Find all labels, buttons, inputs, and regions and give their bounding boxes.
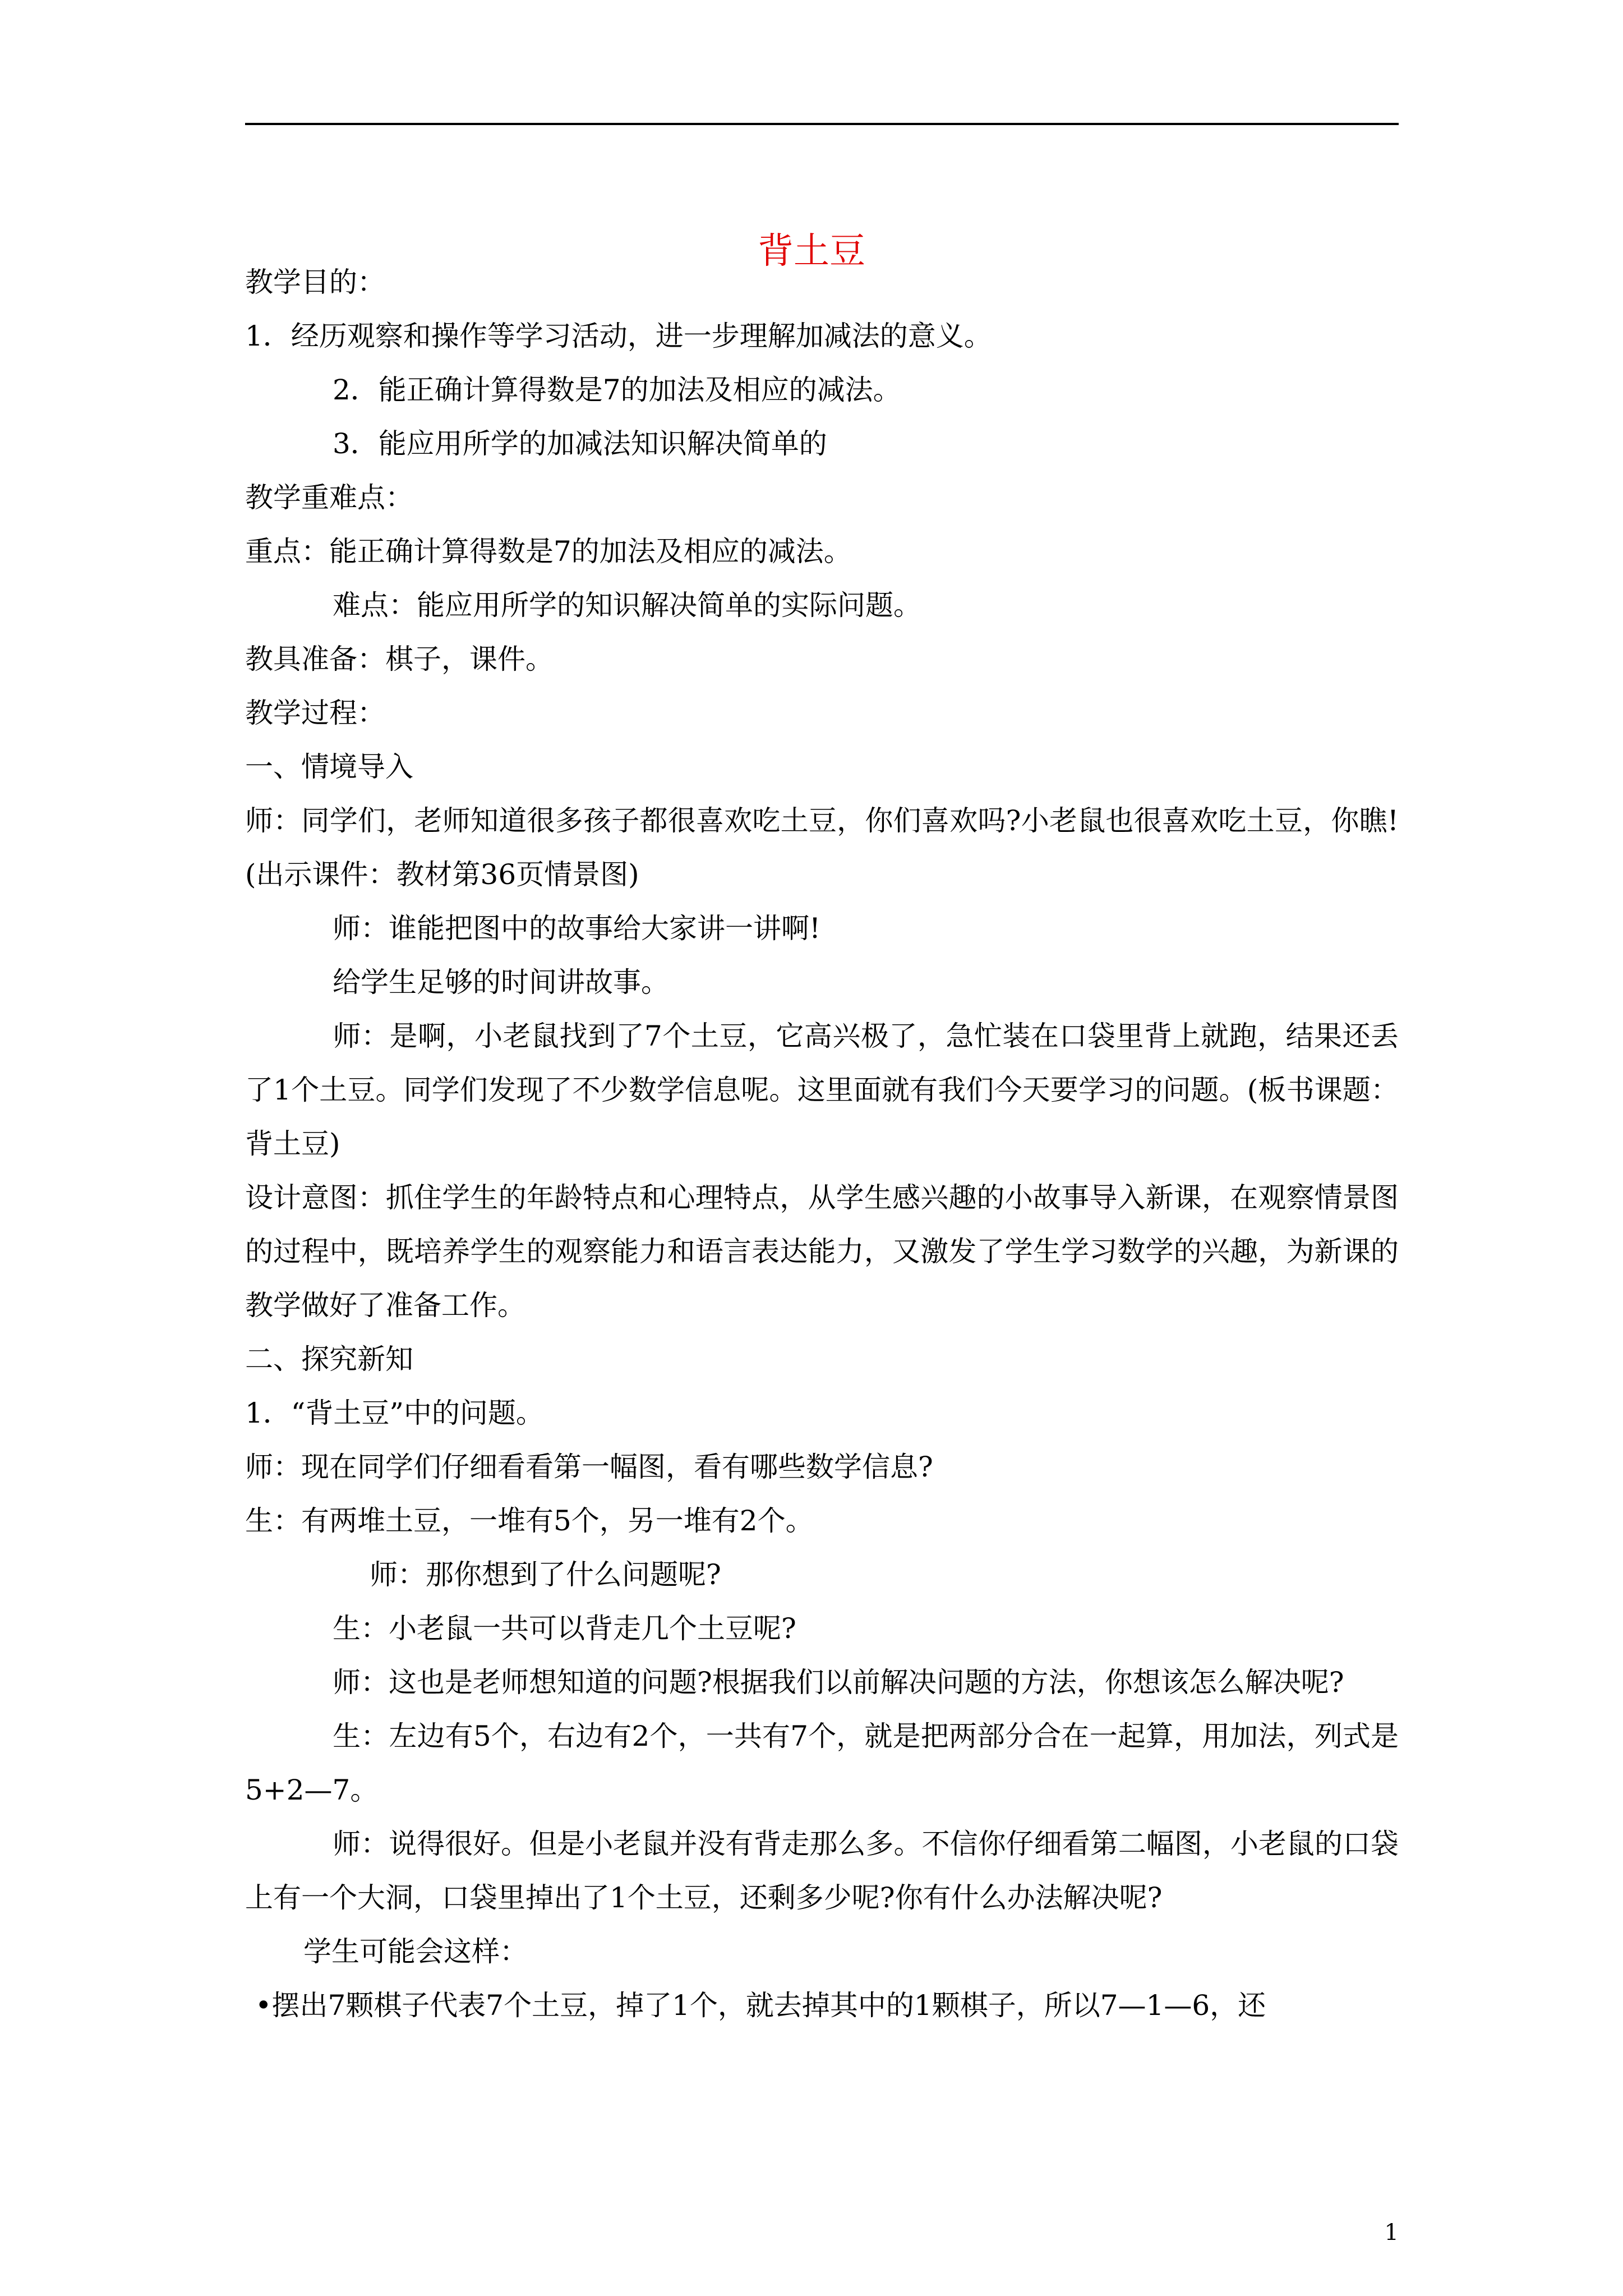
paragraph: 二、探究新知 bbox=[245, 1343, 413, 1375]
paragraph: 生：小老鼠一共可以背走几个土豆呢? bbox=[333, 1612, 796, 1645]
paragraph: 教学过程： bbox=[245, 697, 385, 729]
page-number: 1 bbox=[1384, 2220, 1399, 2246]
paragraph: 设计意图：抓住学生的年龄特点和心理特点，从学生感兴趣的小故事导入新课，在观察情景图的过程中，既培养学生的观察能力和语言表达能力，又激发了学生学习数学的兴趣，为新课的教学做好了准备工作。 bbox=[245, 1181, 1399, 1322]
paragraph: 学生可能会这样： bbox=[303, 1935, 528, 1968]
paragraph: 师：是啊，小老鼠找到了7个土豆，它高兴极了，急忙装在口袋里背上就跑，结果还丢了1个土豆。同学们发现了不少数学信息呢。这里面就有我们今天要学习的问题。(板书课题：背土豆) bbox=[245, 1020, 1399, 1160]
paragraph: 生：左边有5个，右边有2个，一共有7个，就是把两部分合在一起算，用加法，列式是5+2—7。 bbox=[245, 1720, 1399, 1806]
paragraph: 1．“背土豆”中的问题。 bbox=[245, 1397, 544, 1429]
paragraph: 3．能应用所学的加减法知识解决简单的 bbox=[333, 427, 827, 460]
header-rule bbox=[245, 123, 1399, 125]
paragraph: 师：这也是老师想知道的问题?根据我们以前解决问题的方法，你想该怎么解决呢? bbox=[333, 1666, 1344, 1699]
paragraph: 1．经历观察和操作等学习活动，进一步理解加减法的意义。 bbox=[245, 320, 992, 352]
paragraph: 难点：能应用所学的知识解决简单的实际问题。 bbox=[333, 589, 921, 622]
paragraph: 师：那你想到了什么问题呢? bbox=[370, 1558, 721, 1591]
paragraph: 教学目的： bbox=[245, 266, 385, 298]
paragraph: 师：现在同学们仔细看看第一幅图，看有哪些数学信息? bbox=[245, 1451, 933, 1483]
paragraph: 师：同学们，老师知道很多孩子都很喜欢吃土豆，你们喜欢吗?小老鼠也很喜欢吃土豆，你瞧!(出示课件：教材第36页情景图) bbox=[245, 804, 1399, 891]
paragraph: 2．能正确计算得数是7的加法及相应的减法。 bbox=[333, 374, 901, 406]
paragraph: 师：说得很好。但是小老鼠并没有背走那么多。不信你仔细看第二幅图，小老鼠的口袋上有一个大洞，口袋里掉出了1个土豆，还剩多少呢?你有什么办法解决呢? bbox=[245, 1828, 1399, 1914]
paragraph: 给学生足够的时间讲故事。 bbox=[333, 966, 669, 999]
paragraph: 教学重难点： bbox=[245, 481, 413, 514]
bullet-item: •摆出7颗棋子代表7个土豆，掉了1个，就去掉其中的1颗棋子，所以7—1—6，还 bbox=[255, 1989, 1266, 2022]
document-body bbox=[245, 255, 1399, 2032]
document-title: 背土豆 bbox=[758, 230, 865, 272]
paragraph: 一、情境导入 bbox=[245, 751, 413, 783]
paragraph: 重点：能正确计算得数是7的加法及相应的减法。 bbox=[245, 535, 852, 568]
paragraph: 师：谁能把图中的故事给大家讲一讲啊! bbox=[333, 912, 821, 945]
paragraph: 教具准备：棋子，课件。 bbox=[245, 643, 554, 675]
paragraph: 生：有两堆土豆，一堆有5个，另一堆有2个。 bbox=[245, 1504, 814, 1537]
